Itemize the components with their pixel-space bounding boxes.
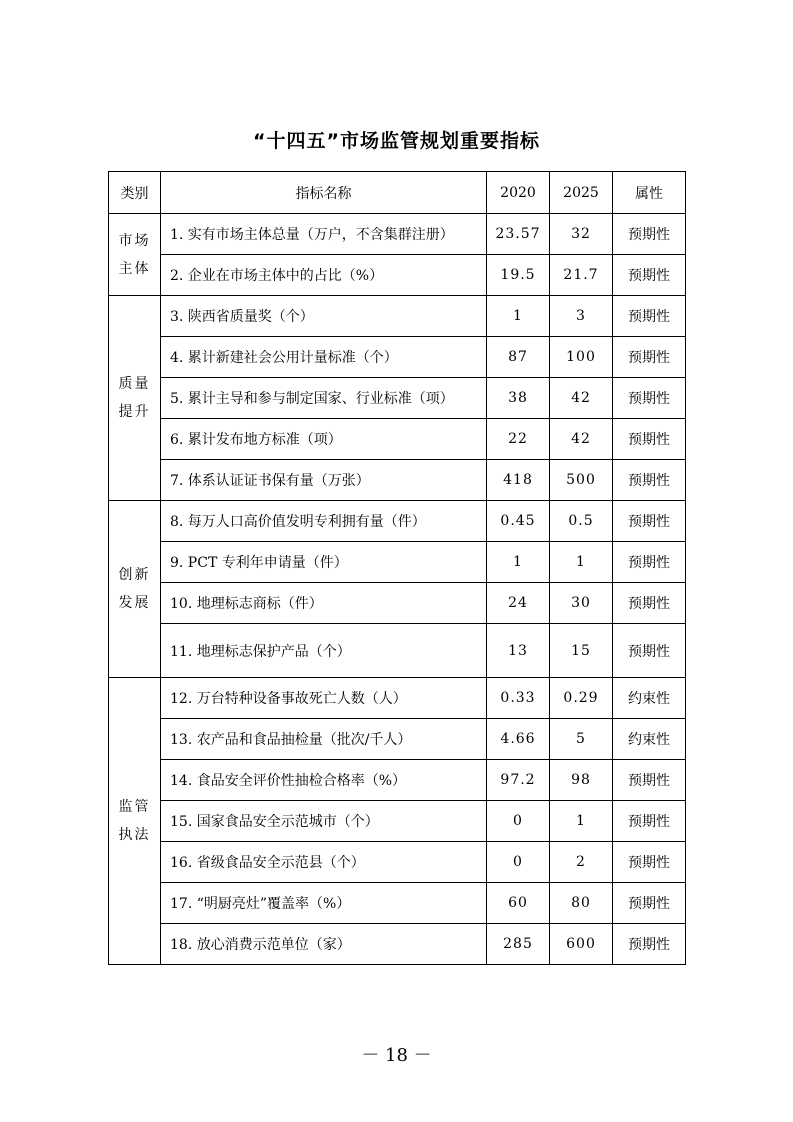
indicators-table xyxy=(108,171,686,965)
table-row xyxy=(109,255,686,296)
indicator-name: 11. 地理标志保护产品（个） xyxy=(161,624,487,678)
header-2020: 2020 xyxy=(487,172,550,214)
header-attr: 属性 xyxy=(613,172,686,214)
indicator-attr: 预期性 xyxy=(613,624,686,678)
value-2020: 60 xyxy=(487,883,550,924)
table-row xyxy=(109,214,686,255)
table-row xyxy=(109,719,686,760)
indicator-attr: 预期性 xyxy=(613,419,686,460)
indicator-name: 17. “明厨亮灶”覆盖率（%） xyxy=(161,883,487,924)
indicator-attr: 预期性 xyxy=(613,842,686,883)
table-row xyxy=(109,924,686,965)
indicator-name: 14. 食品安全评价性抽检合格率（%） xyxy=(161,760,487,801)
indicator-attr: 约束性 xyxy=(613,678,686,719)
indicator-name: 4. 累计新建社会公用计量标准（个） xyxy=(161,337,487,378)
value-2020: 23.57 xyxy=(487,214,550,255)
indicator-name: 12. 万台特种设备事故死亡人数（人） xyxy=(161,678,487,719)
value-2025: 30 xyxy=(550,583,613,624)
table-row xyxy=(109,883,686,924)
value-2025: 0.5 xyxy=(550,501,613,542)
indicator-name: 6. 累计发布地方标准（项） xyxy=(161,419,487,460)
indicator-attr: 预期性 xyxy=(613,801,686,842)
indicator-name: 2. 企业在市场主体中的占比（%） xyxy=(161,255,487,296)
table-row xyxy=(109,337,686,378)
table-row xyxy=(109,378,686,419)
indicator-attr: 预期性 xyxy=(613,924,686,965)
indicator-attr: 约束性 xyxy=(613,719,686,760)
value-2025: 100 xyxy=(550,337,613,378)
category-label: 提升 xyxy=(118,404,151,420)
indicator-name: 3. 陕西省质量奖（个） xyxy=(161,296,487,337)
indicator-name: 7. 体系认证证书保有量（万张） xyxy=(161,460,487,501)
indicator-attr: 预期性 xyxy=(613,255,686,296)
table-row xyxy=(109,460,686,501)
indicator-name: 5. 累计主导和参与制定国家、行业标准（项） xyxy=(161,378,487,419)
category-label: 创新 xyxy=(118,567,151,583)
table-row xyxy=(109,842,686,883)
indicator-attr: 预期性 xyxy=(613,460,686,501)
indicator-attr: 预期性 xyxy=(613,378,686,419)
value-2025: 500 xyxy=(550,460,613,501)
page-number: － 18 － xyxy=(361,1045,432,1066)
value-2020: 4.66 xyxy=(487,719,550,760)
indicator-name: 9. PCT 专利年申请量（件） xyxy=(161,542,487,583)
indicator-attr: 预期性 xyxy=(613,583,686,624)
value-2020: 97.2 xyxy=(487,760,550,801)
value-2020: 13 xyxy=(487,624,550,678)
value-2025: 600 xyxy=(550,924,613,965)
category-label: 监管 xyxy=(118,799,151,815)
value-2025: 2 xyxy=(550,842,613,883)
value-2020: 418 xyxy=(487,460,550,501)
value-2020: 0 xyxy=(487,842,550,883)
value-2020: 285 xyxy=(487,924,550,965)
indicator-attr: 预期性 xyxy=(613,883,686,924)
value-2025: 1 xyxy=(550,801,613,842)
value-2025: 42 xyxy=(550,419,613,460)
value-2025: 32 xyxy=(550,214,613,255)
table-row xyxy=(109,542,686,583)
category-quality xyxy=(109,296,161,501)
table-row xyxy=(109,678,686,719)
indicator-name: 10. 地理标志商标（件） xyxy=(161,583,487,624)
value-2020: 24 xyxy=(487,583,550,624)
table-row xyxy=(109,760,686,801)
table-row xyxy=(109,801,686,842)
document-title: “十四五”市场监管规划重要指标 xyxy=(253,130,540,152)
value-2020: 0.33 xyxy=(487,678,550,719)
value-2025: 1 xyxy=(550,542,613,583)
table-header-row xyxy=(109,172,686,214)
indicator-name: 1. 实有市场主体总量（万户，不含集群注册） xyxy=(161,214,487,255)
table-row xyxy=(109,296,686,337)
value-2025: 0.29 xyxy=(550,678,613,719)
value-2020: 1 xyxy=(487,542,550,583)
value-2020: 87 xyxy=(487,337,550,378)
category-innovation xyxy=(109,501,161,678)
value-2025: 5 xyxy=(550,719,613,760)
value-2025: 21.7 xyxy=(550,255,613,296)
category-supervision xyxy=(109,678,161,965)
value-2025: 98 xyxy=(550,760,613,801)
indicator-attr: 预期性 xyxy=(613,337,686,378)
header-2025: 2025 xyxy=(550,172,613,214)
indicator-name: 13. 农产品和食品抽检量（批次/千人） xyxy=(161,719,487,760)
category-label: 主体 xyxy=(118,260,151,277)
indicator-name: 15. 国家食品安全示范城市（个） xyxy=(161,801,487,842)
value-2020: 0 xyxy=(487,801,550,842)
value-2020: 38 xyxy=(487,378,550,419)
header-name: 指标名称 xyxy=(161,172,487,214)
category-label: 市场 xyxy=(118,232,151,249)
table-row xyxy=(109,624,686,678)
indicator-attr: 预期性 xyxy=(613,542,686,583)
indicator-attr: 预期性 xyxy=(613,501,686,542)
indicator-name: 18. 放心消费示范单位（家） xyxy=(161,924,487,965)
value-2020: 1 xyxy=(487,296,550,337)
value-2025: 80 xyxy=(550,883,613,924)
category-label: 执法 xyxy=(118,827,151,843)
category-label: 质量 xyxy=(118,376,151,392)
header-category: 类别 xyxy=(109,172,161,214)
table-row xyxy=(109,501,686,542)
table-row xyxy=(109,419,686,460)
indicator-attr: 预期性 xyxy=(613,296,686,337)
value-2020: 22 xyxy=(487,419,550,460)
indicator-name: 8. 每万人口高价值发明专利拥有量（件） xyxy=(161,501,487,542)
value-2025: 15 xyxy=(550,624,613,678)
category-market xyxy=(109,214,161,296)
indicator-attr: 预期性 xyxy=(613,214,686,255)
value-2020: 19.5 xyxy=(487,255,550,296)
indicator-attr: 预期性 xyxy=(613,760,686,801)
value-2025: 3 xyxy=(550,296,613,337)
indicator-name: 16. 省级食品安全示范县（个） xyxy=(161,842,487,883)
value-2025: 42 xyxy=(550,378,613,419)
value-2020: 0.45 xyxy=(487,501,550,542)
table-row xyxy=(109,583,686,624)
category-label: 发展 xyxy=(118,595,151,611)
